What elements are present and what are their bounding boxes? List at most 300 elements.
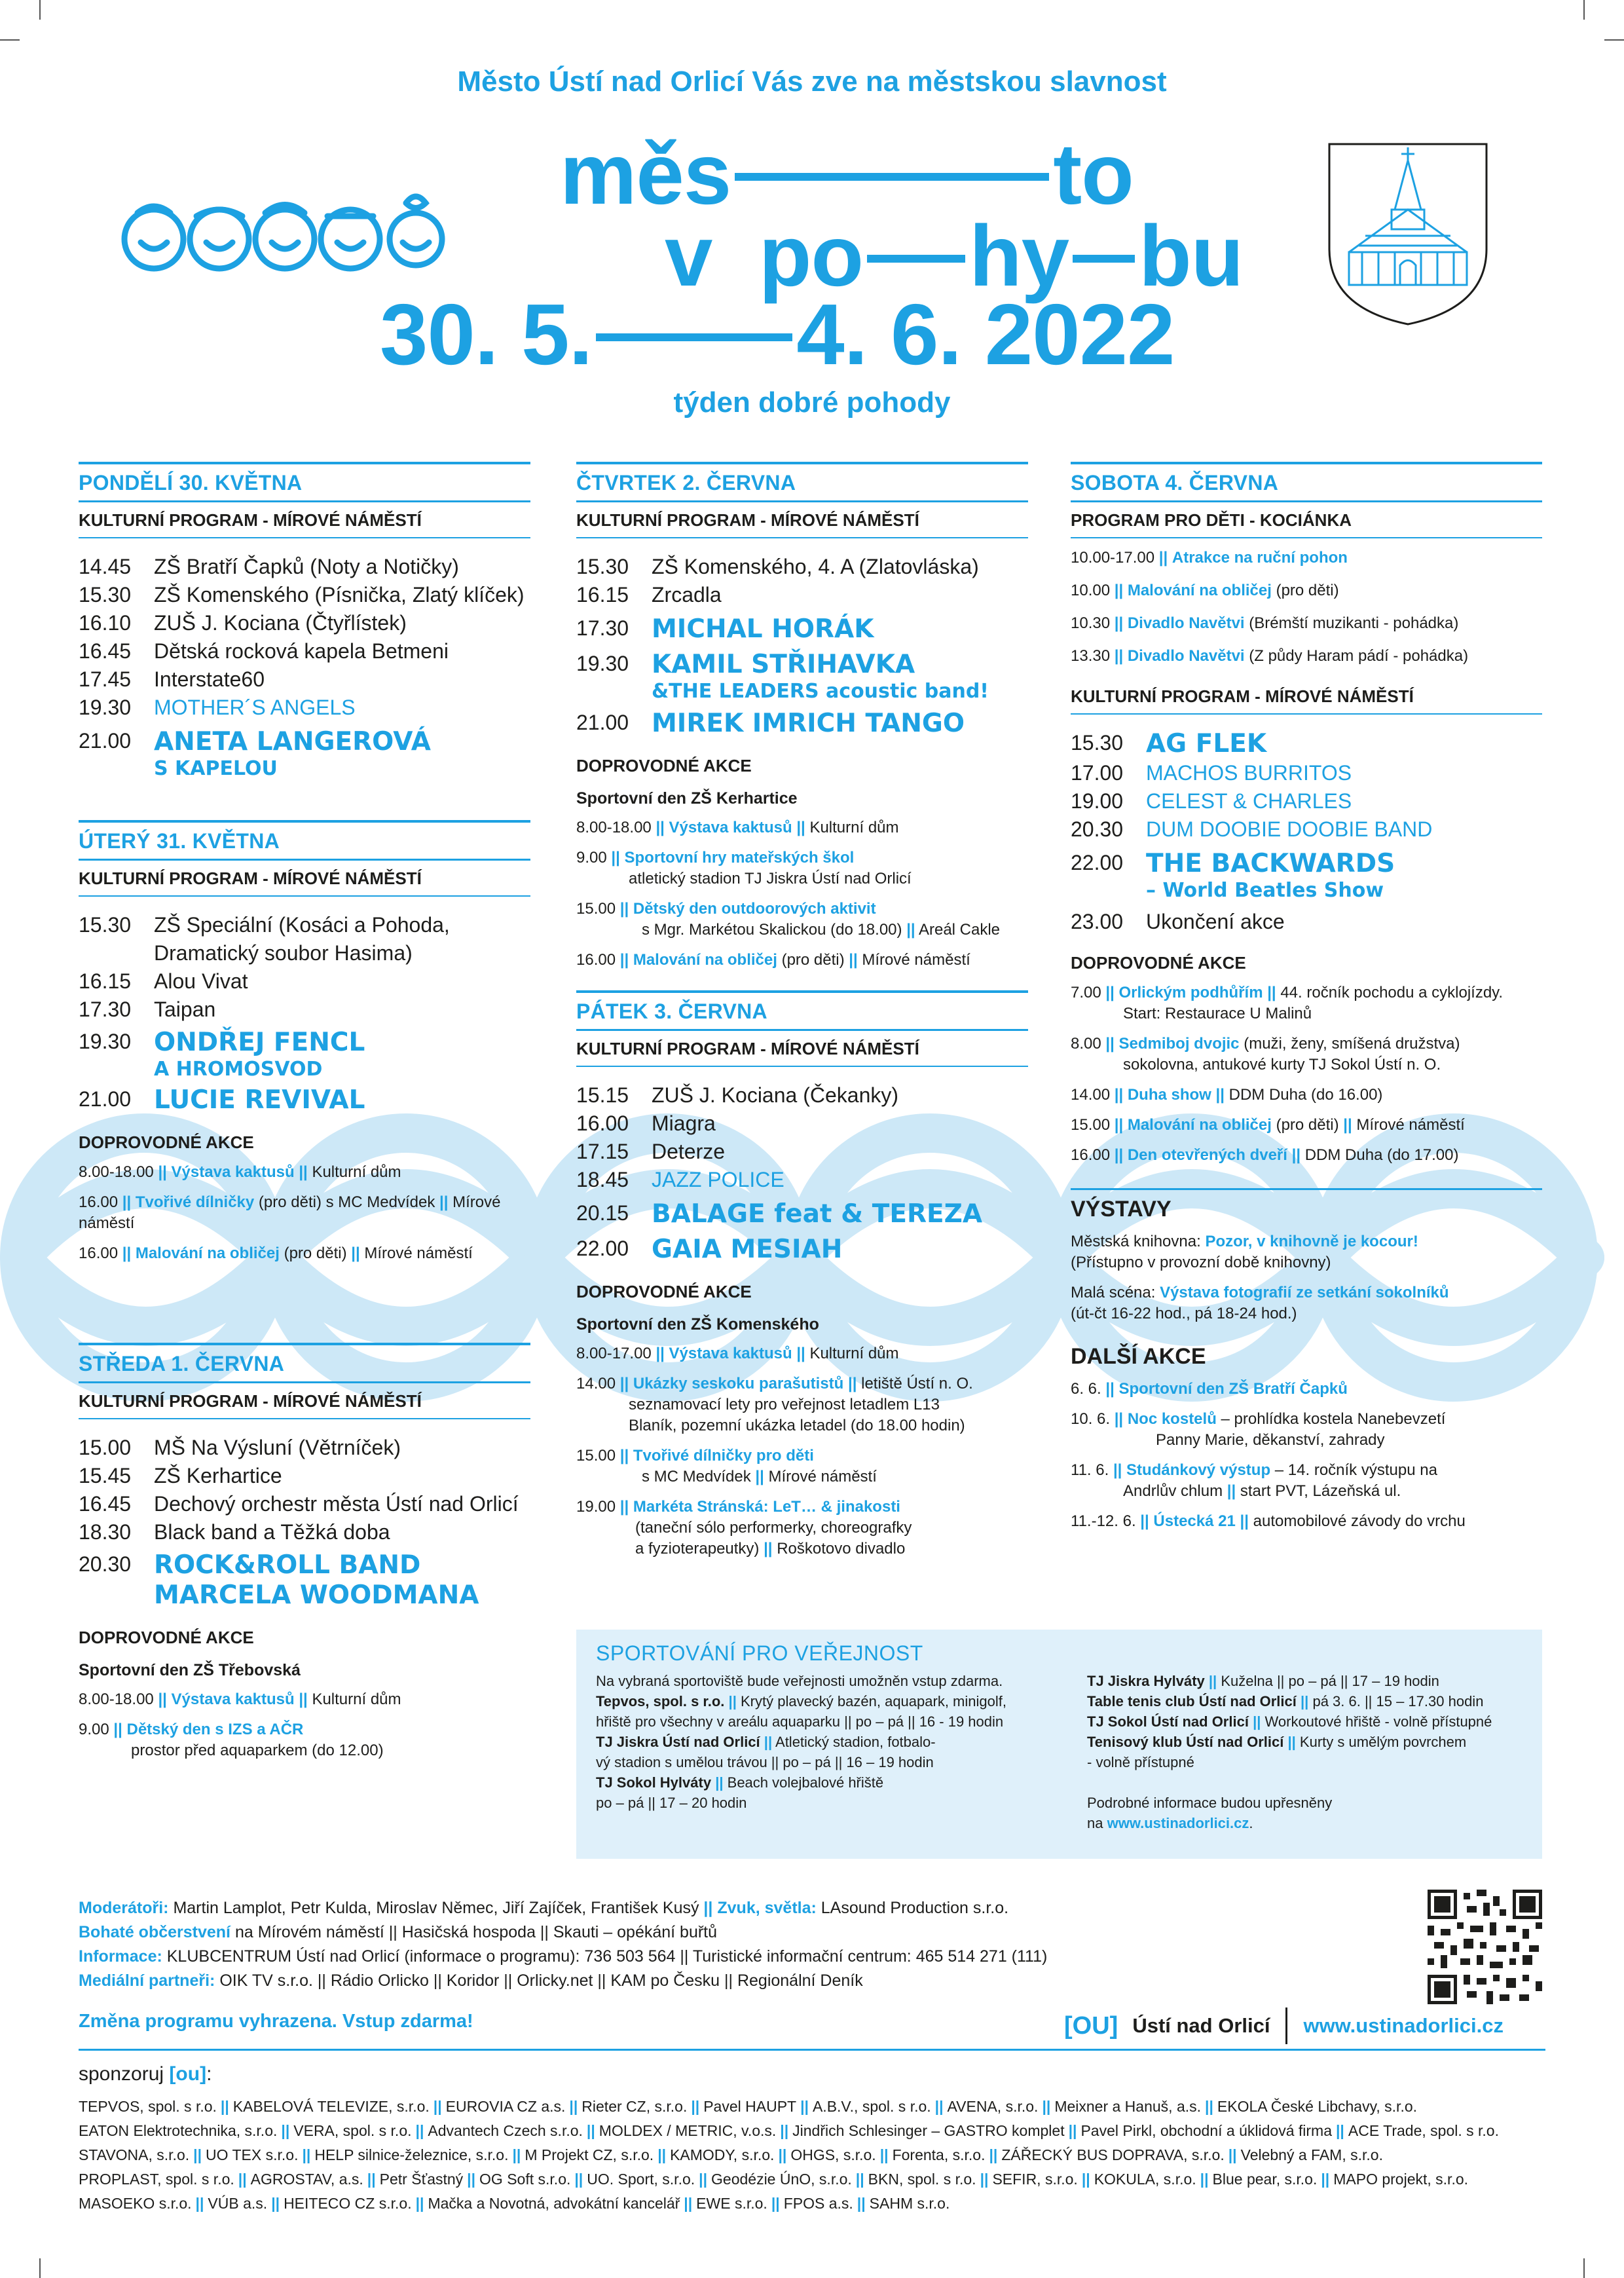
schedule-row [79,609,530,637]
exhibition-note: (Přístupno v provozní době knihovny) [1071,1254,1331,1271]
town-name: Ústí nad Orlicí [1132,2014,1270,2037]
title-part: hy [969,208,1069,304]
sponsor-name: Forenta, s.r.o. [892,2146,986,2163]
performer: CELEST & CHARLES [1146,789,1352,813]
acc-title: Tvořivé dílničky [135,1193,255,1211]
acc-place: atletický stadion TJ Jiskra Ústí nad Orlicí [629,870,912,887]
acc-title: Ukázky seskoku parašutistů [633,1375,844,1392]
info-line [79,1945,1356,1969]
schedule-row [79,665,530,694]
schedule-row [576,709,1028,739]
schedule-row [79,581,530,609]
info-label: Mediální partneři: [79,1971,215,1990]
day-heading: PONDĚLÍ 30. KVĚTNA [79,462,530,502]
schedule [576,553,1028,739]
performer: DUM DOOBIE DOOBIE BAND [1146,817,1433,841]
kids-item: 10.00-17.00 || Atrakce na ruční pohon [1071,549,1348,567]
title-line-1 [560,126,1134,222]
sponsors-row [79,2143,1545,2167]
kids-item: 10.30 || Divadlo Navětvi (Brémští muzikanti - pohádka) [1071,614,1459,632]
program-subheading: KULTURNÍ PROGRAM - MÍROVÉ NÁMĚSTÍ [79,502,530,538]
acc-time: 8.00 [1071,1035,1101,1053]
sponsor-separator: || [879,2146,889,2163]
program-subheading: KULTURNÍ PROGRAM - MÍROVÉ NÁMĚSTÍ [79,1383,530,1419]
event-title: Ústecká 21 [1153,1512,1236,1530]
time: 17.45 [79,667,132,691]
sports-line: TJ Jiskra Hylváty || Kuželna || po – pá || 17 – 19 hodin [1087,1673,1439,1689]
sports-line: - volně přístupné [1087,1754,1194,1770]
title-dates [380,286,1175,383]
time: 23.00 [1071,910,1124,933]
schedule-row [576,1166,1028,1194]
schedule-row [576,650,1028,703]
info-label: Bohaté občerstvení [79,1923,231,1941]
time: 15.30 [1071,731,1124,755]
sponsor-separator: || [684,2195,693,2212]
sponsors-row [79,2119,1545,2143]
title-dash [1073,255,1135,263]
accompanying-item: 8.00-18.00 || Výstava kaktusů || Kulturní dům [79,1690,401,1708]
schedule [576,1081,1028,1265]
acc-time: 9.00 [576,849,607,867]
schedule-row [1071,815,1542,844]
sports-line: Table tenis club Ústí nad Orlicí || pá 3. 6. || 15 – 17.30 hodin [1087,1693,1484,1709]
venue-name: TJ Sokol Hylváty [596,1774,712,1791]
time: 16.10 [79,611,132,635]
exhibition-place: Malá scéna: [1071,1284,1160,1301]
event-note: – 14. ročník výstupu na [1270,1461,1437,1479]
sponsor-name: Jindřich Schlesinger – GASTRO komplet [792,2122,1065,2139]
performer-line: Dramatický soubor Hasima) [154,941,413,965]
headliner: GAIA MESIAH [652,1235,843,1264]
headliner: MIREK IMRICH TANGO [652,709,965,738]
ou-logo: [OU] [1064,2011,1118,2040]
sponsor-name: UO. Sport, s.r.o. [587,2171,695,2188]
schedule-row [576,1235,1028,1265]
sponsor-name: BKN, spol. s r.o. [868,2171,976,2188]
accompanying-item: 16.00 || Tvořivé dílničky (pro děti) s MC Medvídek || Mírové náměstí [79,1193,501,1232]
info-line [79,1920,1356,1945]
headliner [1146,849,1542,903]
program-subheading: KULTURNÍ PROGRAM - MÍROVÉ NÁMĚSTÍ [79,861,530,897]
sponsor-name: A.B.V., spol. s r.o. [812,2098,931,2115]
venue-name: Tepvos, spol. s r.o. [596,1693,725,1709]
sponsor-name: EUROVIA CZ a.s. [445,2098,566,2115]
event-place: start PVT, Lázeňská ul. [1240,1482,1401,1500]
accompanying-heading: DOPROVODNÉ AKCE [576,1282,752,1301]
day-heading: SOBOTA 4. ČERVNA [1071,462,1542,502]
acc-time: 16.00 [1071,1146,1111,1164]
time: 15.30 [79,583,132,607]
time: 18.45 [576,1168,629,1191]
accompanying-subheading: Sportovní den ZŠ Kerhartice [576,789,798,808]
schedule-row [576,614,1028,644]
schedule-row [79,1028,530,1081]
info-text: Martin Lamplot, Petr Kulda, Miroslav Němec, Jiří Zajíček, František Kusý [168,1899,704,1917]
title-dash [867,255,965,263]
acc-time: 8.00-18.00 [79,1690,154,1708]
performer: MACHOS BURRITOS [1146,761,1352,785]
schedule [79,911,530,1115]
sponsor-name: Pavel HAUPT [703,2098,797,2115]
performer: Deterze [652,1140,726,1163]
event-note: – prohlídka kostela Nanebevzetí [1216,1410,1446,1428]
accompanying-item: 15.00 || Malování na obličej (pro děti) || Mírové náměstí [1071,1116,1465,1134]
venue-info: Kurty s umělým povrchem [1299,1734,1467,1750]
sponsors-row [79,2192,1545,2216]
sponsor-name: UO TEX s.r.o. [206,2146,299,2163]
crop-mark [1583,0,1585,20]
accompanying-heading: DOPROVODNÉ AKCE [576,756,752,775]
performer: Dechový orchestr města Ústí nad Orlicí [154,1492,519,1516]
schedule-row [576,1110,1028,1138]
headliner-sub: – World Beatles Show [1146,879,1384,902]
acc-place: Mírové náměstí [1356,1116,1465,1134]
venue-name: TJ Jiskra Hylváty [1087,1673,1205,1689]
acc-title: Výstava kaktusů [669,819,792,836]
day-heading: PÁTEK 3. ČERVNA [576,990,1028,1031]
sports-line: Tepvos, spol. s r.o. || Krytý plavecký bazén, aquapark, minigolf, [596,1693,1006,1709]
sports-line: vý stadion s umělou trávou || po – pá || 16 – 19 hodin [596,1754,934,1770]
time: 15.30 [576,555,629,578]
accompanying-item: 15.00 || Dětský den outdoorových aktivit s Mgr. Markétou Skalickou (do 18.00) || Areál Cakle [576,900,1001,939]
schedule-row [79,1490,530,1518]
acc-title: Divadlo Navětvi [1127,647,1245,665]
info-line [79,1969,1356,1993]
sponsor-separator: || [699,2171,708,2188]
sponsor-name: MAPO projekt, s.r.o. [1333,2171,1469,2188]
date-start: 30. 5. [380,286,593,383]
exhibition-title: Výstava fotografií ze setkání sokolníků [1160,1284,1449,1301]
exhibition-item [1071,1282,1542,1324]
info-text: na Mírovém náměstí || Hasičská hospoda || Skauti – opékání buřtů [231,1923,718,1941]
sponsor-name: HEITECO CZ s.r.o. [284,2195,412,2212]
acc-time: 14.00 [1071,1086,1111,1104]
schedule-row [79,1550,530,1611]
sponsors-label: sponzoruj [79,2063,170,2085]
program-change-notice: Změna programu vyhrazena. Vstup zdarma! [79,2011,473,2032]
other-events-heading: DALŠÍ AKCE [1071,1344,1206,1369]
performer: Miagra [652,1111,716,1135]
acc-title: Výstava kaktusů [171,1690,295,1708]
schedule [79,1434,530,1611]
accompanying-item: 16.00 || Malování na obličej (pro děti) || Mírové náměstí [576,951,970,969]
kids-item: 13.30 || Divadlo Navětvi (Z půdy Haram pádí - pohádka) [1071,647,1469,665]
exhibition-note: (út-čt 16-22 hod., pá 18-24 hod.) [1071,1305,1297,1322]
day-heading: ČTVRTEK 2. ČERVNA [576,462,1028,502]
title-dash [735,173,1049,181]
sponsor-name: Mačka a Novotná, advokátní kancelář [428,2195,680,2212]
performer: Alou Vivat [154,969,248,993]
venue-info: Krytý plavecký bazén, aquapark, minigolf, [740,1693,1006,1709]
sponsor-name: Velebný a FAM, s.r.o. [1240,2146,1383,2163]
acc-title: Den otevřených dveří [1127,1146,1287,1164]
sports-right-column [1067,1671,1522,1833]
time: 17.15 [576,1140,629,1163]
sports-line: Tenisový klub Ústí nad Orlicí || Kurty s umělým povrchem [1087,1734,1467,1750]
time: 22.00 [576,1237,629,1260]
schedule-row [1071,849,1542,903]
acc-place: Kulturní dům [312,1163,401,1181]
acc-time: 9.00 [79,1721,109,1738]
sponsor-name: ACE Trade, spol. s r.o. [1348,2122,1499,2139]
performer: ZŠ Bratří Čapků (Noty a Notičky) [154,555,459,578]
venue-info: Workoutové hřiště - volně přístupné [1264,1713,1492,1730]
accompanying-item: 14.00 || Ukázky seskoku parašutistů || letiště Ústí n. O. seznamovací lety pro veřejnost letadlem L13 Blaník, pozemní ukázka letadel (do 18.00 hodin) [576,1375,973,1434]
sponsor-name: ZÁŘECKÝ BUS DOPRAVA, s.r.o. [1001,2146,1225,2163]
accompanying-item: 9.00 || Dětský den s IZS a AČR prostor před aquaparkem (do 12.00) [79,1721,384,1759]
performer: ZŠ Komenského, 4. A (Zlatovláska) [652,555,979,578]
sponsor-name: HELP silnice-železnice, s.r.o. [314,2146,509,2163]
sponsor-name: VÚB a.s. [208,2195,268,2212]
sponsor-separator: || [1068,2122,1077,2139]
sponsor-name: Petr Šťastný [379,2171,464,2188]
venue-info: pá 3. 6. || 15 – 17.30 hodin [1312,1693,1484,1709]
website-link[interactable]: www.ustinadorlici.cz [1107,1815,1249,1831]
accompanying-heading: DOPROVODNÉ AKCE [79,1132,254,1152]
acc-place: DDM Duha (do 17.00) [1304,1146,1459,1164]
acc-time: 10.30 [1071,614,1111,632]
tagline: týden dobré pohody [673,386,951,419]
accompanying-item: 8.00-18.00 || Výstava kaktusů || Kulturní dům [79,1163,401,1181]
event-note: Andrlův chlum [1123,1482,1223,1500]
event-date: 11. 6. [1071,1461,1109,1479]
accompanying-item: 8.00-17.00 || Výstava kaktusů || Kulturní dům [576,1345,899,1362]
sponsor-separator: || [855,2171,864,2188]
schedule-row [79,967,530,996]
performer: Zrcadla [652,583,722,607]
headliner [154,1028,530,1081]
acc-note: seznamovací lety pro veřejnost letadlem L13 [629,1396,940,1413]
acc-time: 8.00-17.00 [576,1345,652,1362]
acc-place: sokolovna, antukové kurty TJ Sokol Ústí n. O. [1123,1056,1441,1074]
sponsor-separator: || [1042,2098,1051,2115]
acc-time: 16.00 [79,1244,119,1262]
sponsor-name: EATON Elektrotechnika, s.r.o. [79,2122,278,2139]
program-subheading: KULTURNÍ PROGRAM - MÍROVÉ NÁMĚSTÍ [1071,679,1542,715]
event-date: 10. 6. [1071,1410,1111,1428]
accompanying-item: 9.00 || Sportovní hry mateřských škol atletický stadion TJ Jiskra Ústí nad Orlicí [576,849,912,887]
acc-place: Kulturní dům [312,1690,401,1708]
exhibition-place: Městská knihovna: [1071,1233,1206,1250]
time: 19.00 [1071,789,1124,813]
acc-note: (pro děti) [279,1244,352,1262]
acc-time: 13.30 [1071,647,1111,665]
headliner: MICHAL HORÁK [652,614,874,644]
sponsor-separator: || [1228,2146,1237,2163]
sponsor-name: Pavel Pirkl, obchodní a úklidová firma [1080,2122,1332,2139]
sports-line: TJ Sokol Ústí nad Orlicí || Workoutové hřiště - volně přístupné [1087,1713,1492,1730]
acc-note: (muži, ženy, smíšená družstva) [1244,1035,1460,1053]
headliner-name: ANETA LANGEROVÁ [154,727,431,756]
acc-time: 16.00 [576,951,616,969]
acc-place: DDM Duha (do 16.00) [1228,1086,1383,1104]
sponsor-name: AGROSTAV, a.s. [250,2171,363,2188]
acc-place: letiště Ústí n. O. [861,1375,973,1392]
sponsors-colon: : [206,2063,212,2085]
accompanying-item: 7.00 || Orlickým podhůřím || 44. ročník pochodu a cyklojízdy. Start: Restaurace U Malinů [1071,984,1504,1022]
sports-text: . [1249,1815,1253,1831]
sponsor-name: Meixner a Hanuš, a.s. [1054,2098,1202,2115]
accompanying-item: 16.00 || Den otevřených dveří || DDM Duha (do 17.00) [1071,1146,1459,1164]
headliner: LUCIE REVIVAL [154,1085,365,1115]
headliner-sub: A HROMOSVOD [154,1058,323,1081]
sponsors-row [79,2095,1545,2119]
other-event-item: 11.-12. 6. || Ústecká 21 || automobilové závody do vrchu [1071,1512,1466,1530]
sponsor-name: TEPVOS, spol. s r.o. [79,2098,217,2115]
info-label: Informace: [79,1947,162,1966]
sponsor-separator: || [1200,2171,1209,2188]
time: 22.00 [1071,851,1124,874]
venue-info: Atletický stadion, fotbalo- [775,1734,936,1750]
schedule-row [576,553,1028,581]
venue-info: Kuželna || po – pá || 17 – 19 hodin [1221,1673,1439,1689]
time: 19.30 [79,1030,132,1053]
sports-line: po – pá || 17 – 20 hodin [596,1795,747,1811]
time: 16.15 [79,969,132,993]
program-subheading: KULTURNÍ PROGRAM - MÍROVÉ NÁMĚSTÍ [576,1031,1028,1067]
sponsor-separator: || [586,2122,595,2139]
title-part: v [665,208,712,304]
acc-note: (taneční sólo performerky, choreografky [635,1519,912,1537]
accompanying-item: 16.00 || Malování na obličej (pro děti) || Mírové náměstí [79,1244,473,1262]
acc-time: 8.00-18.00 [79,1163,154,1181]
sponsor-separator: || [281,2122,290,2139]
acc-time: 8.00-18.00 [576,819,652,836]
sponsor-separator: || [271,2195,280,2212]
ou-logo: [ou] [169,2063,207,2085]
time: 21.00 [79,729,132,753]
time: 15.30 [79,913,132,937]
title-dash [596,333,792,341]
sponsor-separator: || [1081,2171,1090,2188]
sports-line: TJ Jiskra Ústí nad Orlicí || Atletický stadion, fotbalo- [596,1734,936,1750]
acc-title: Orlickým podhůřím [1118,984,1263,1001]
acc-title: Duha show [1127,1086,1211,1104]
program-subheading: PROGRAM PRO DĚTI - KOCIÁNKA [1071,502,1542,538]
sponsor-separator: || [857,2195,866,2212]
acc-note: (pro děti) [1271,1116,1344,1134]
sponsor-separator: || [980,2171,989,2188]
sponsor-separator: || [193,2146,202,2163]
time: 15.15 [576,1083,629,1107]
acc-title: Markéta Stránská: LeT… & jinakosti [633,1498,900,1516]
venue-name: TJ Jiskra Ústí nad Orlicí [596,1734,760,1750]
schedule-row [1071,759,1542,787]
title-part: po [758,208,864,304]
time: 20.30 [79,1552,132,1576]
day-heading: ÚTERÝ 31. KVĚTNA [79,820,530,861]
accompanying-item: 8.00-18.00 || Výstava kaktusů || Kulturní dům [576,819,899,836]
schedule-row [79,727,530,781]
sponsors-row [79,2167,1545,2192]
acc-note: a fyzioterapeutky) [635,1540,760,1558]
sponsor-name: PROPLAST, spol. s r.o. [79,2171,234,2188]
kids-item: 10.00 || Malování na obličej (pro děti) [1071,582,1339,599]
website-link[interactable]: www.ustinadorlici.cz [1303,2014,1504,2037]
time: 14.45 [79,555,132,578]
schedule-row [79,637,530,665]
event-title: Noc kostelů [1127,1410,1217,1428]
public-sports-box [576,1630,1542,1859]
acc-place: Start: Restaurace U Malinů [1123,1005,1312,1022]
venue-name: TJ Sokol Ústí nad Orlicí [1087,1713,1249,1730]
acc-note: (Z půdy Haram pádí - pohádka) [1244,647,1469,665]
sponsor-separator: || [467,2171,476,2188]
sponsor-name: KABELOVÁ TELEVIZE, s.r.o. [232,2098,430,2115]
accompanying-subheading: Sportovní den ZŠ Komenského [576,1315,819,1334]
sponsor-name: MASOEKO s.r.o. [79,2195,192,2212]
venue-name: Table tenis club Ústí nad Orlicí [1087,1693,1297,1709]
date-end: 4. 6. 2022 [796,286,1175,383]
acc-title: Výstava kaktusů [171,1163,295,1181]
sports-text: na [1087,1815,1107,1831]
kids-program [1071,548,1542,667]
sponsor-separator: || [220,2098,229,2115]
time: 15.45 [79,1464,132,1487]
acc-time: 16.00 [79,1193,119,1211]
acc-time: 10.00 [1071,582,1111,599]
town-brand [1064,2007,1504,2044]
acc-note: (pro děti) [1271,582,1339,599]
footer-divider [79,2049,1545,2051]
acc-note: s MC Medvídek [642,1468,751,1485]
accompanying-item: 19.00 || Markéta Stránská: LeT… & jinakosti (taneční sólo performerky, choreografky a fyzioterapeutky) || Roškotovo divadlo [576,1498,912,1558]
acc-note: (pro děti) [777,951,849,969]
exhibitions-heading: VÝSTAVY [1071,1188,1542,1222]
column-thursday-friday [576,462,1028,1559]
time: 16.15 [576,583,629,607]
other-event-item: 10. 6. || Noc kostelů – prohlídka kostela Nanebevzetí Panny Marie, děkanství, zahrady [1071,1410,1446,1449]
time: 19.30 [79,696,132,719]
acc-title: Malování na obličej [633,951,777,969]
qr-code-icon[interactable] [1428,1890,1542,2004]
sponsor-separator: || [800,2098,809,2115]
sponsor-separator: || [691,2098,700,2115]
performer: ZUŠ J. Kociana (Čekanky) [652,1083,899,1107]
acc-title: Výstava kaktusů [669,1345,792,1362]
sports-line [1087,1813,1522,1833]
info-label: Moderátoři: [79,1899,169,1917]
sponsor-name: SAHM s.r.o. [869,2195,950,2212]
time: 17.30 [79,998,132,1021]
acc-place: Mírové náměstí [364,1244,473,1262]
time: 20.15 [576,1201,629,1225]
schedule-row [79,996,530,1024]
sponsors-list [79,2095,1545,2216]
accompanying-heading: DOPROVODNÉ AKCE [79,1628,254,1647]
schedule-row [576,1138,1028,1166]
crop-mark [39,0,41,20]
schedule-row [576,1199,1028,1229]
sponsor-separator: || [302,2146,311,2163]
brand-divider [1285,2007,1287,2044]
schedule-row [576,1081,1028,1110]
sponsor-separator: || [657,2146,667,2163]
performer: Ukončení akce [1146,910,1285,933]
time: 17.30 [576,616,629,640]
time: 18.30 [79,1520,132,1544]
acc-time: 7.00 [1071,984,1101,1001]
sponsor-separator: || [512,2146,521,2163]
schedule-row [79,1434,530,1462]
acc-title: Malování na obličej [1127,1116,1272,1134]
title-part: měs [560,126,731,222]
time: 17.00 [1071,761,1124,785]
event-note: automobilové závody do vrchu [1253,1512,1466,1530]
acc-title: Sedmiboj dvojic [1118,1035,1240,1053]
info-text: OIK TV s.r.o. || Rádio Orlicko || Koridor || Orlicky.net || KAM po Česku || Regionální Deník [215,1971,863,1990]
